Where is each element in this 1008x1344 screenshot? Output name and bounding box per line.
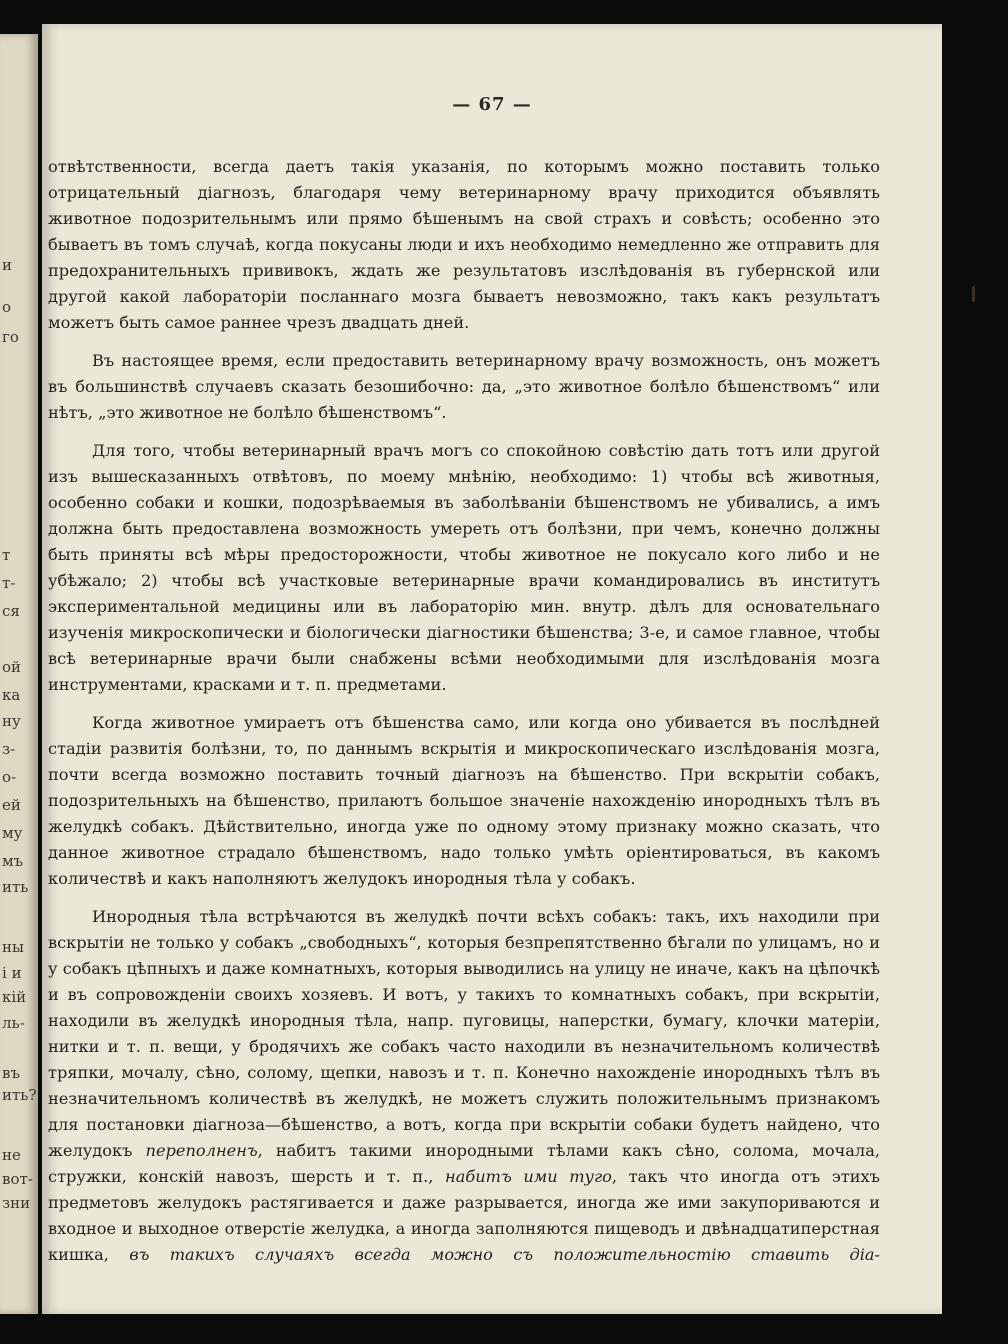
left-page-fragment: ить? [2, 1086, 37, 1104]
left-page-fragment: т [2, 546, 11, 564]
left-page-fragment: вот- [2, 1170, 33, 1188]
left-page-fragment: т- [2, 574, 16, 592]
paragraph-text: Въ настоящее время, если предоставить ветеринарному врачу возможность, онъ можетъ въ большинствѣ случаевъ сказать безошибочно: да, „это животное болѣло бѣшенствомъ“ или нѣтъ, „это животное не болѣло бѣшенствомъ“. [48, 351, 880, 422]
left-page-fragment: з- [2, 740, 16, 758]
left-page-fragment: ся [2, 602, 20, 620]
left-page-fragment: ны [2, 938, 24, 956]
left-page-fragment: о- [2, 768, 17, 786]
paragraph-text: Для того, чтобы ветеринарный врачъ могъ со спокойною совѣстію дать тотъ или другой изъ вышесказанныхъ отвѣтовъ, по моему мнѣнію, необходимо: 1) чтобы всѣ животныя, особенно собаки и кошки, подозрѣваемыя въ заболѣваніи бѣшенствомъ не убивались, а имъ должна быть предоставлена возможность умереть отъ болѣзни, при чемъ, конечно должны быть приняты всѣ мѣры предосторожности, чтобы животное не покусало кого либо и не убѣжало; 2) чтобы всѣ участковые ветеринарные врачи командировались въ институтъ экспериментальной медицины или въ лабораторію мин. внутр. дѣлъ для основательнаго изученія микроскопически и біологически діагностики бѣшенства; 3-е, и самое главное, чтобы всѣ ветеринарные врачи были снабжены всѣми необходимыми для изслѣдованія мозга инструментами, красками и т. п. предметами. [48, 441, 880, 694]
paragraph-text: Инородныя тѣла встрѣчаются въ желудкѣ почти всѣхъ собакъ: такъ, ихъ находили при вскрытіи не только у собакъ „свободныхъ“, которыя безпрепятственно бѣгали по улицамъ, но и у собакъ цѣпныхъ и даже комнатныхъ, которыя выводились на улицу не иначе, какъ на цѣпочкѣ и въ сопровожденіи своихъ хозяевъ. И вотъ, у такихъ то комнатныхъ собакъ, при вскрытіи, находили въ желудкѣ инородныя тѣла, напр. пуговицы, наперстки, бумагу, клочки матеріи, нитки и т. п. вещи, у бродячихъ же собакъ часто находили въ незначительномъ количествѣ тряпки, мочалу, сѣно, солому, щепки, навозъ и т. п. Конечно нахожденіе инородныхъ тѣлъ въ незначительномъ количествѣ въ желудкѣ, не можетъ служить положительнымъ признакомъ для постановки діагноза—бѣшенство, а вотъ, когда при вскрытіи собаки будетъ найдено, что желудокъ [48, 907, 880, 1160]
left-page-fragment: кій [2, 988, 27, 1006]
left-page-fragment: ну [2, 712, 21, 730]
left-page-fragment: ль- [2, 1014, 25, 1032]
paragraph-text: , такъ что иногда отъ этихъ предметовъ желудокъ растягивается и даже разрывается, иногда же ими закупориваются и входное и выходное отверстіе желудка, а иногда заполняются пищеводъ и двѣнадцатиперстная кишка, [48, 1167, 880, 1264]
left-page-fragment: ка [2, 686, 21, 704]
left-page-fragment: ей [2, 796, 21, 814]
left-page-fragment: въ [2, 1064, 20, 1082]
paragraph-text: , набитъ такими инородными тѣлами какъ сѣно, солома, мочала, стружки, конскій навозъ, шерсть и т. п., [48, 1141, 880, 1186]
left-page-fragment: ить [2, 878, 29, 896]
left-page-edge [0, 34, 38, 1314]
left-page-fragment: го [2, 328, 19, 346]
paragraph-text: отвѣтственности, всегда даетъ такія указанія, по которымъ можно поставить только отрицательный діагнозъ, благодаря чему ветеринарному врачу приходится объявлять животное подозрительнымъ или прямо бѣшенымъ на свой страхъ и совѣсть; особенно это бываетъ въ томъ случаѣ, когда покусаны люди и ихъ необходимо немедленно же отправить для предохранительныхъ прививокъ, ждать же результатовъ изслѣдованія въ губернской или другой какой лабораторіи посланнаго мозга бываетъ невозможно, такъ какъ результатъ можетъ быть самое раннее чрезъ двадцать дней. [48, 157, 880, 332]
left-page-fragment: не [2, 1146, 21, 1164]
paragraph [48, 904, 880, 1268]
left-page-fragment: ой [2, 658, 22, 676]
left-page-fragment: о [2, 298, 12, 316]
left-page-fragment: зни [2, 1194, 31, 1212]
italic-text: переполненъ [145, 1141, 258, 1160]
paper-spot [972, 286, 975, 302]
paragraph [48, 710, 880, 892]
left-page-fragment: му [2, 824, 23, 842]
left-page-fragment: мъ [2, 852, 24, 870]
italic-text: набитъ ими туго [445, 1167, 612, 1186]
document-page [42, 24, 942, 1314]
left-page-fragment: і и [2, 964, 22, 982]
paragraph [48, 154, 880, 336]
paragraph-text: Когда животное умираетъ отъ бѣшенства само, или когда оно убивается въ послѣдней стадіи развитія болѣзни, то, по даннымъ вскрытія и микроскопическаго изслѣдованія мозга, почти всегда возможно поставить точный діагнозъ на бѣшенство. При вскрытіи собакъ, подозрительныхъ на бѣшенство, прилаютъ большое значеніе нахожденію инородныхъ тѣлъ въ желудкѣ собакъ. Дѣйствительно, иногда уже по одному этому признаку можно сказать, что данное животное страдало бѣшенствомъ, надо только умѣть оріентироваться, въ какомъ количествѣ и какъ наполняютъ желудокъ инородныя тѣла у собакъ. [48, 713, 880, 888]
left-page-fragment: и [2, 256, 12, 274]
paragraph [48, 438, 880, 698]
body-text [48, 154, 880, 1280]
page-number: — 67 — [452, 94, 532, 115]
paragraph [48, 348, 880, 426]
italic-text: въ такихъ случаяхъ всегда можно съ положительностію ставить діа- [129, 1245, 880, 1264]
